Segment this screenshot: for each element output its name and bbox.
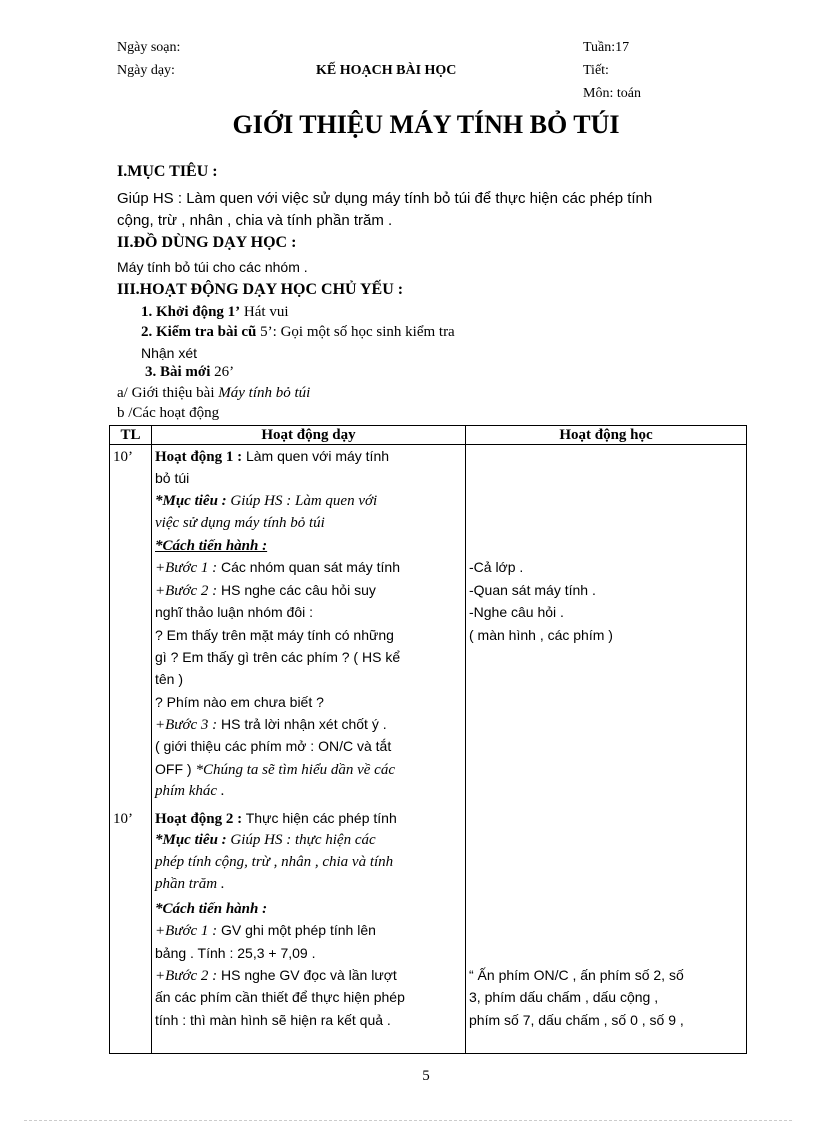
objective-1-text: Giúp HS : Làm quen với <box>226 493 378 509</box>
col-header-time: TL <box>110 426 152 445</box>
activity-2-text: Thực hiện các phép tính <box>242 810 397 826</box>
intro-line <box>117 385 310 402</box>
intro-title: Máy tính bỏ túi <box>218 385 311 401</box>
page-title: GIỚI THIỆU MÁY TÍNH BỎ TÚI <box>232 110 620 139</box>
learning-cell <box>466 445 747 1054</box>
question-1: ? Em thấy trên mặt máy tính có những <box>155 627 394 643</box>
procedure-1-label: *Cách tiến hành : <box>155 538 268 554</box>
col-header-learning: Hoạt động học <box>466 426 747 445</box>
step-2-label: +Bước 2 : <box>155 583 218 599</box>
step-2-2-text-3: tính : thì màn hình sẽ hiện ra kết quả . <box>155 1012 391 1028</box>
step-3-label: +Bước 3 : <box>155 717 218 733</box>
step-2-1-label: +Bước 1 : <box>155 923 218 939</box>
page-number: 5 <box>422 1068 430 1084</box>
objectives-line-2: cộng, trừ , nhân , chia và tính phần trăm . <box>117 212 393 229</box>
learning-line-1: -Cả lớp . <box>469 559 524 575</box>
activities-heading: III.HOẠT ĐỘNG DẠY HỌC CHỦ YẾU : <box>117 281 404 298</box>
objective-2-text-3: phần trăm . <box>155 876 225 892</box>
step-2-1-text-2: bảng . Tính : 25,3 + 7,09 . <box>155 945 316 961</box>
learning-line-6: 3, phím dấu chấm , dấu cộng , <box>469 989 659 1005</box>
step-3-text-4: phím khác . <box>155 783 225 799</box>
time-activity-2: 10’ <box>113 811 133 827</box>
time-activity-1: 10’ <box>113 449 133 465</box>
warmup-line <box>141 304 289 321</box>
col-header-teaching: Hoạt động dạy <box>152 426 466 445</box>
objective-2-text: Giúp HS : thực hiện các <box>226 832 376 848</box>
table-row <box>110 445 747 1054</box>
lesson-table <box>109 425 747 1054</box>
question-4: ? Phím nào em chưa biết ? <box>155 694 324 710</box>
lesson-plan-heading: KẾ HOẠCH BÀI HỌC <box>316 63 457 78</box>
new-lesson-line <box>145 364 234 381</box>
warmup-label: 1. Khởi động 1’ <box>141 304 241 320</box>
objectives-line-1: Giúp HS : Làm quen với việc sử dụng máy tính bỏ túi để thực hiện các phép tính <box>117 190 653 207</box>
step-2-text: HS nghe các câu hỏi suy <box>217 582 376 598</box>
step-3-text-2: ( giới thiệu các phím mở : ON/C và tắt <box>155 738 392 754</box>
learning-line-3: -Nghe câu hỏi . <box>469 604 564 620</box>
week-label: Tuần:17 <box>583 40 630 55</box>
step-3-text: HS trả lời nhận xét chốt ý . <box>217 716 387 732</box>
question-2: gì ? Em thấy gì trên các phím ? ( HS kể <box>155 649 401 665</box>
warmup-text: Hát vui <box>240 304 289 320</box>
question-3: tên ) <box>155 671 184 687</box>
time-cell <box>110 445 152 1054</box>
subject-label: Môn: toán <box>583 86 641 101</box>
learning-line-5: “ Ấn phím ON/C , ấn phím số 2, số <box>469 967 684 983</box>
review-line <box>141 324 455 341</box>
learning-line-2: -Quan sát máy tính . <box>469 582 596 598</box>
review-label: 2. Kiểm tra bài cũ <box>141 324 257 340</box>
review-text: 5’: Gọi một số học sinh kiểm tra <box>256 324 455 340</box>
objective-2-label: *Mục tiêu : <box>155 832 227 848</box>
learning-line-7: phím số 7, dấu chấm , số 0 , số 9 , <box>469 1012 684 1028</box>
prepared-date-label: Ngày soạn: <box>117 40 181 55</box>
teaching-date-label: Ngày dạy: <box>117 63 175 78</box>
new-lesson-label: 3. Bài mới <box>145 364 211 380</box>
activities-subheading: b /Các hoạt động <box>117 405 220 421</box>
period-label: Tiết: <box>583 63 609 78</box>
objectives-heading: I.MỤC TIÊU : <box>117 163 218 180</box>
step-1-text: Các nhóm quan sát máy tính <box>217 559 400 575</box>
materials-line: Máy tính bỏ túi cho các nhóm . <box>117 259 308 275</box>
step-2-2-text-2: ấn các phím cần thiết để thực hiện phép <box>155 989 405 1005</box>
materials-heading: II.ĐỒ DÙNG DẠY HỌC : <box>117 234 297 251</box>
step-2-2-label: +Bước 2 : <box>155 968 218 984</box>
activity-1-text-2: bỏ túi <box>155 470 190 486</box>
step-3-text-3a: OFF ) <box>155 761 196 777</box>
table-header-row <box>110 426 747 445</box>
activity-1-text: Làm quen với máy tính <box>242 448 390 464</box>
objective-2-text-2: phép tính cộng, trừ , nhân , chia và tính <box>155 854 394 870</box>
teaching-cell <box>152 445 466 1054</box>
objective-1-text-2: việc sử dụng máy tính bỏ túi <box>155 515 325 531</box>
step-2-text-2: nghĩ thảo luận nhóm đôi : <box>155 604 314 620</box>
procedure-2-label: *Cách tiến hành : <box>155 901 268 917</box>
objective-1-label: *Mục tiêu : <box>155 493 227 509</box>
step-2-2-text: HS nghe GV đọc và lần lượt <box>217 967 397 983</box>
page-divider <box>24 1120 792 1121</box>
review-comment: Nhận xét <box>141 345 198 361</box>
activity-1-label: Hoạt động 1 : <box>155 449 243 465</box>
learning-line-4: ( màn hình , các phím ) <box>469 627 613 643</box>
step-2-1-text: GV ghi một phép tính lên <box>217 922 376 938</box>
new-lesson-time: 26’ <box>210 364 235 380</box>
step-3-text-3b: *Chúng ta sẽ tìm hiểu dần về các <box>195 762 395 778</box>
intro-prefix: a/ Giới thiệu bài <box>117 385 219 401</box>
step-1-label: +Bước 1 : <box>155 560 218 576</box>
activity-2-label: Hoạt động 2 : <box>155 811 243 827</box>
